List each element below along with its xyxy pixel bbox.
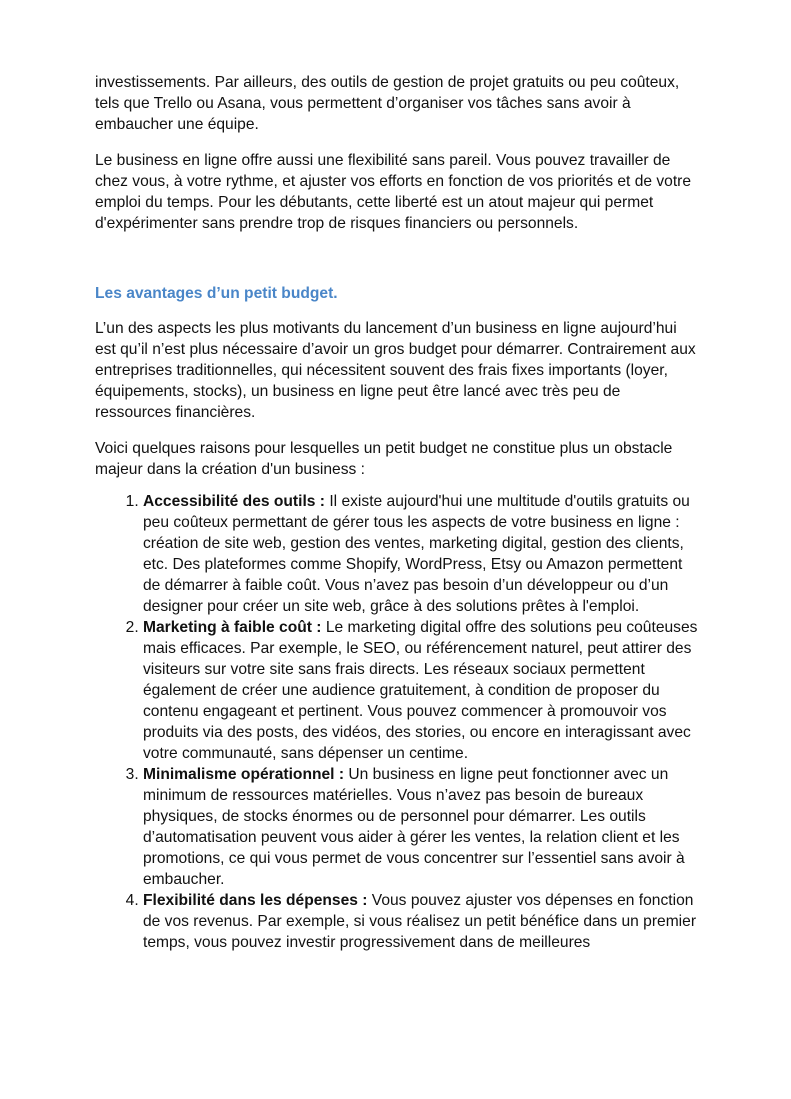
section-heading: Les avantages d’un petit budget. xyxy=(95,285,338,302)
reasons-list xyxy=(95,491,700,953)
list-item-title: Flexibilité dans les dépenses : xyxy=(143,892,368,909)
list-item xyxy=(143,617,700,764)
list-item-title: Minimalisme opérationnel : xyxy=(143,766,345,783)
list-item-text: Il existe aujourd'hui une multitude d'outils gratuits ou peu coûteux permettant de gérer tous les aspects de votre business en ligne : création de site web, gestion des ventes, marketing digital, gestion des clients, etc. Des plateformes comme Shopify, WordPress, Etsy ou Amazon permettent de démarrer à faible coût. Vous n’avez pas besoin d’un développeur ou d’un designer pour créer un site web, grâce à des solutions prêtes à l'emploi. xyxy=(143,493,690,615)
list-item-text: Vous pouvez ajuster vos dépenses en fonction de vos revenus. Par exemple, si vous réalisez un petit bénéfice dans un premier temps, vous pouvez investir progressivement dans de meilleures xyxy=(143,892,697,951)
list-item xyxy=(143,491,700,617)
section-paragraph-2: Voici quelques raisons pour lesquelles un petit budget ne constitue plus un obstacle majeur dans la création d'un business : xyxy=(95,440,673,478)
list-item-text: Le marketing digital offre des solutions peu coûteuses mais efficaces. Par exemple, le SEO, ou référencement naturel, peut attirer des visiteurs sur votre site sans frais directs. Les réseaux sociaux permettent également de créer une audience gratuitement, à condition de proposer du contenu engageant et pertinent. Vous pouvez commencer à promouvoir vos produits via des posts, des vidéos, des stories, ou encore en interagissant avec votre communauté, sans dépenser un centime. xyxy=(143,619,698,762)
document-page xyxy=(95,72,700,953)
list-item-title: Marketing à faible coût : xyxy=(143,619,322,636)
paragraph-intro-continued: investissements. Par ailleurs, des outils de gestion de projet gratuits ou peu coûteux, tels que Trello ou Asana, vous permettent d’organiser vos tâches sans avoir à embaucher une équipe. xyxy=(95,74,680,133)
list-item xyxy=(143,890,700,953)
section-paragraph-1: L’un des aspects les plus motivants du lancement d’un business en ligne aujourd’hui est qu’il n’est plus nécessaire d’avoir un gros budget pour démarrer. Contrairement aux entreprises traditionnelles, qui nécessitent souvent des frais fixes importants (loyer, équipements, stocks), un business en ligne peut être lancé avec très peu de ressources financières. xyxy=(95,320,696,421)
list-item xyxy=(143,764,700,890)
list-item-title: Accessibilité des outils : xyxy=(143,493,325,510)
list-item-text: Un business en ligne peut fonctionner avec un minimum de ressources matérielles. Vous n’avez pas besoin de bureaux physiques, de stocks énormes ou de personnel pour démarrer. Les outils d’automatisation peuvent vous aider à gérer les ventes, la relation client et les promotions, ce qui vous permet de vous concentrer sur l’essentiel sans avoir à embaucher. xyxy=(143,766,685,888)
paragraph-flexibility: Le business en ligne offre aussi une flexibilité sans pareil. Vous pouvez travailler de chez vous, à votre rythme, et ajuster vos efforts en fonction de vos priorités et de votre emploi du temps. Pour les débutants, cette liberté est un atout majeur qui permet d'expérimenter sans prendre trop de risques financiers ou personnels. xyxy=(95,152,692,232)
